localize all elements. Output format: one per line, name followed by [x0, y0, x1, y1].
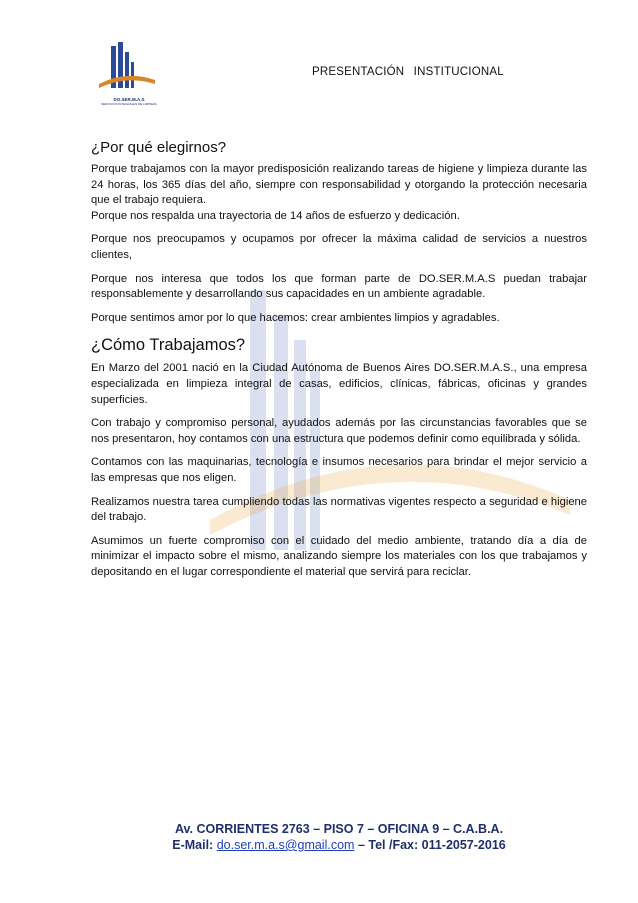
paragraph: Porque trabajamos con la mayor predisposición realizando tareas de higiene y limpieza durante las 24 horas, los 365 días del año, siempre con responsabilidad y otorgando la protección necesaria que el trabajo requiera.	[91, 163, 587, 207]
paragraph: Porque nos interesa que todos los que forman parte de DO.SER.M.A.S puedan trabajar responsablemente y desarrollando sus capacidades en un ambiente agradable.	[91, 272, 587, 301]
footer	[0, 822, 638, 852]
email-label: E-Mail:	[172, 838, 214, 852]
paragraph: En Marzo del 2001 nació en la Ciudad Autónoma de Buenos Aires DO.SER.M.A.S., una empresa especializada en limpieza integral de casas, edificios, clínicas, fábricas, oficinas y grandes superficies.	[91, 362, 587, 406]
paragraph: Asumimos un fuerte compromiso con el cuidado del medio ambiente, tratando día a día de minimizar el impacto sobre el mismo, analizando siempre los materiales con los que trabajamos y depositando en el lugar correspondiente el material que servirá para reciclar.	[91, 534, 587, 578]
main-content	[91, 139, 587, 588]
paragraph: Porque nos preocupamos y ocupamos por ofrecer la máxima calidad de servicios a nuestros clientes,	[91, 233, 587, 261]
heading-why-choose-us: ¿Por qué elegirnos?	[91, 139, 227, 156]
header-title: PRESENTACIÓN INSTITUCIONAL	[312, 66, 504, 78]
footer-address: Av. CORRIENTES 2763 – PISO 7 – OFICINA 9 – C.A.B.A.	[174, 822, 504, 836]
paragraph: Porque nos respalda una trayectoria de 14 años de esfuerzo y dedicación.	[91, 209, 460, 222]
phone-text: – Tel /Fax: 011-2057-2016	[357, 838, 506, 852]
paragraph: Con trabajo y compromiso personal, ayudados además por las circunstancias favorables que se nos presentaron, hoy contamos con una estructura que podemos definir como equilibrada y sólida.	[91, 417, 587, 445]
heading-how-we-work: ¿Cómo Trabajamos?	[91, 336, 246, 355]
paragraph: Realizamos nuestra tarea cumpliendo todas las normativas vigentes respecto a seguridad e higiene del trabajo.	[91, 495, 587, 524]
logo-text: DO.SER.M.A.S SERVICIOS INTEGRALES DE LIMPIEZA	[101, 97, 157, 106]
paragraph: Porque sentimos amor por lo que hacemos: crear ambientes limpios y agradables.	[91, 311, 500, 324]
footer-contact	[40, 838, 638, 852]
email-link[interactable]: do.ser.m.a.s@gmail.com	[216, 838, 355, 852]
paragraph: Contamos con las maquinarias, tecnología e insumos necesarios para brindar el mejor servicio a las empresas que nos eligen.	[91, 456, 587, 484]
